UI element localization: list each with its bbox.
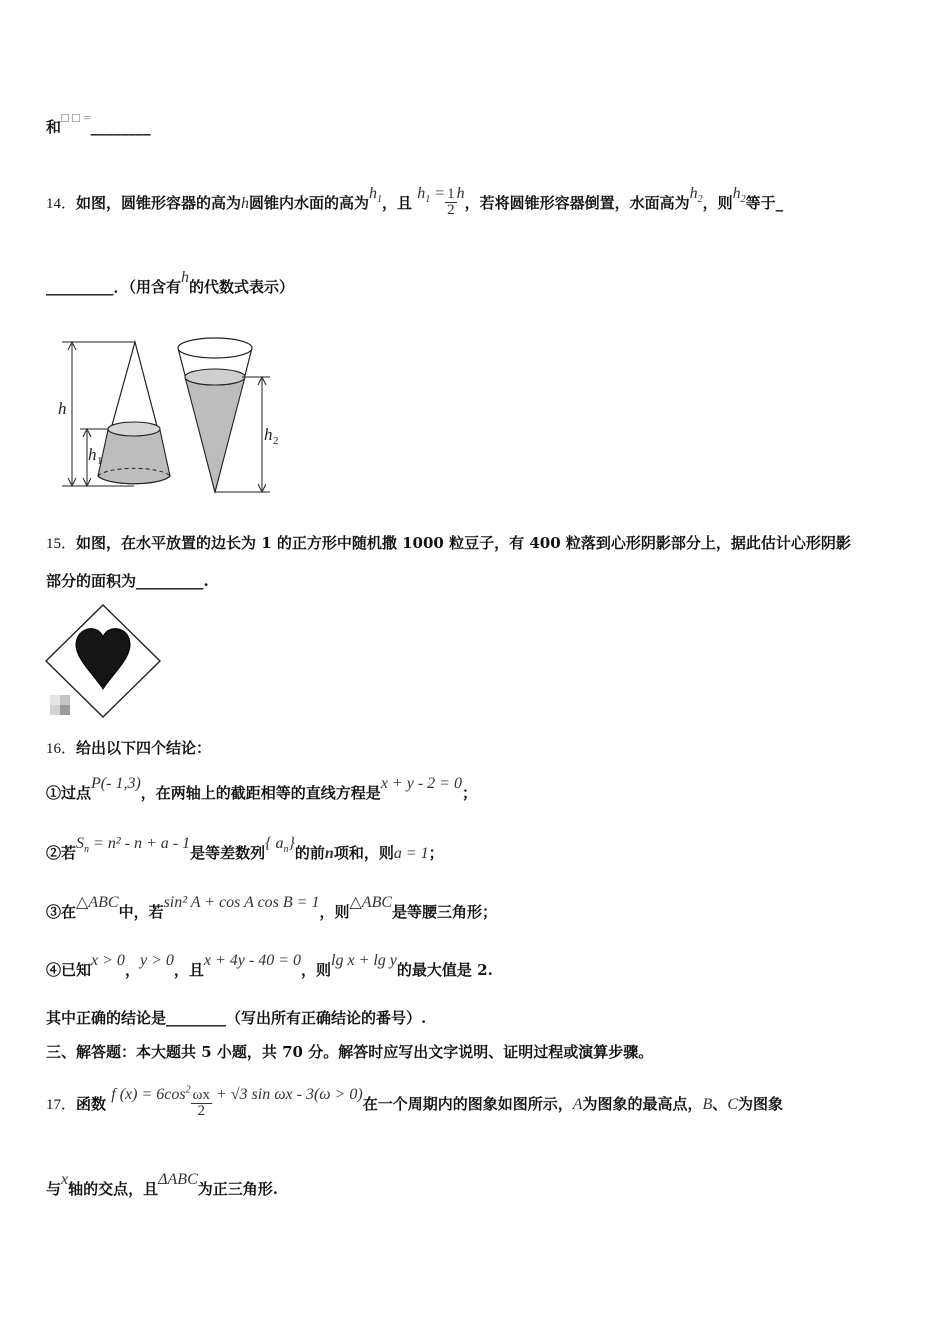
c1-c: ； (461, 784, 477, 802)
c2-sn: $S_n = n^2 - n + a - 1$ (76, 835, 191, 856)
q16-answer-blank: ________ (166, 1009, 227, 1027)
q16-tail (46, 1007, 426, 1028)
q14-text6: 等于_ (745, 194, 784, 213)
q17-l2c: 为正三角形. (197, 1180, 278, 1198)
q15-period: . (203, 572, 209, 590)
c2-a: 若 (61, 844, 77, 862)
q17-d: 为图象 (737, 1095, 783, 1114)
c1-mark: ① (46, 784, 62, 802)
q14-text2: 圆锥内水面的高为 (249, 194, 370, 213)
q17-line2 (46, 1171, 278, 1199)
fig-label-h2: h (264, 425, 273, 444)
q17-c: 为图象的最高点， (582, 1095, 703, 1114)
q14-text1: 如图，圆锥形容器的高为 (76, 194, 242, 213)
fig-label-h1: h (88, 445, 97, 464)
q17-point-B: B (702, 1096, 713, 1114)
c3-equation: sin² A + cos A cos B = 1 (163, 894, 320, 911)
c4-mark: ④ (46, 961, 62, 979)
c4-c: ，则 (301, 961, 332, 979)
c1-equation: x + y - 2 = 0 (380, 775, 462, 792)
c1-a: 过点 (61, 784, 92, 802)
c2-e: ； (428, 844, 444, 862)
q15-number: 15． (46, 536, 77, 552)
q16-tail-a: 其中正确的结论是 (46, 1009, 167, 1027)
c4-x: x > 0 (91, 952, 125, 969)
q17-point-C: C (727, 1096, 738, 1114)
c4-d: 的最大值是 2. (396, 961, 493, 979)
q14-text4: ，若将圆锥形容器倒置，水面高为 (464, 194, 690, 213)
c4-comma: ， (124, 961, 140, 979)
q14-line2-a: ．（用含有 (113, 278, 182, 296)
q16-number: 16． (46, 741, 77, 757)
fig-label-h2-sub: 2 (273, 435, 279, 447)
c2-b: 是等差数列 (190, 844, 266, 862)
q15-line1 (46, 532, 851, 553)
fig-label-h: h (58, 399, 67, 418)
q14-text3: ，且 (382, 194, 413, 213)
q17-line1 (46, 1084, 783, 1121)
q17-sep: 、 (712, 1095, 728, 1114)
q13-prefix: 和 (46, 118, 62, 136)
c2-an: { $a_n$} (265, 835, 295, 856)
section-3-heading (46, 1041, 653, 1062)
c2-d: 项和，则 (333, 844, 394, 862)
q17-number: 17． (46, 1097, 77, 1114)
c2-mark: ② (46, 844, 62, 862)
c3-b: 中，若 (118, 903, 164, 921)
q17-function: f $(x) = 6\cos^2$ $\frac{\omega x}{2}$ + √3 sin ωx - 3(ω > 0) (111, 1084, 363, 1119)
q15-text2: 部分的面积为 (46, 572, 137, 590)
q14-var-h2-b: $h_2$ (732, 185, 746, 206)
c4-equation: x + 4y - 40 = 0 (203, 952, 301, 969)
q15-line2 (46, 570, 209, 591)
q14-line1 (46, 185, 784, 220)
c3-a: 在 (61, 903, 77, 921)
q17-point-A: A (572, 1096, 583, 1114)
q16-conclusion-2 (46, 835, 444, 865)
c2-c: 的前 (294, 844, 325, 862)
c3-d: 是等腰三角形； (392, 903, 498, 921)
c3-triangle: △ABC (76, 894, 119, 911)
q13-answer-blank: ________ (90, 118, 151, 136)
q16-title: 给出以下四个结论： (76, 739, 212, 757)
c3-triangle-2: △ABC (349, 894, 393, 911)
c1-b: ，在两轴上的截距相等的直线方程是 (140, 784, 381, 802)
q14-var-h2: $h_2$ (689, 185, 703, 206)
q16-conclusion-3 (46, 894, 498, 922)
q14-var-h1: $h_1$ (369, 185, 383, 206)
section-3-text: 三、解答题：本大题共 5 小题，共 70 分。解答时应写出文字说明、证明过程或演算步骤。 (46, 1043, 654, 1061)
q17-a: 函数 (76, 1095, 107, 1114)
q14-cone-figure (52, 334, 292, 499)
q14-number: 14． (46, 196, 77, 213)
q17-l2b: 轴的交点，且 (68, 1180, 159, 1198)
c4-a: 已知 (61, 961, 92, 979)
c2-a-eq: a = 1 (393, 845, 429, 862)
q14-line2-b: 的代数式表示） (189, 278, 295, 296)
q14-var-h: h (241, 195, 250, 213)
c1-point: P(- 1,3) (91, 775, 141, 792)
q17-triangle: ΔABC (158, 1171, 198, 1188)
q15-text1: 如图，在水平放置的边长为 1 的正方形中随机撒 1000 粒豆子，有 400 粒落到心形阴影部分上，据此估计心形阴影 (76, 534, 851, 552)
c4-y: y > 0 (139, 952, 174, 969)
q15-heart-figure (44, 603, 164, 721)
q14-line2-h: h (181, 269, 190, 286)
upright-cone (58, 342, 170, 486)
c3-c: ，则 (319, 903, 350, 921)
q16-tail-b: （写出所有正确结论的番号）. (226, 1009, 427, 1027)
q17-x: x (61, 1171, 69, 1188)
q15-answer-blank: _________ (136, 572, 204, 590)
q16-conclusion-1 (46, 775, 477, 803)
q13-expr: □ □ = (61, 110, 91, 125)
q14-answer-blank: _________ (46, 278, 114, 296)
q14-line2 (46, 269, 295, 297)
q14-equation: $h_1$ = $\frac{1}{2}$ h (417, 185, 465, 218)
c2-n: n (324, 845, 334, 862)
q17-l2a: 与 (46, 1180, 62, 1198)
c3-mark: ③ (46, 903, 62, 921)
fig-label-h1-sub: 1 (97, 455, 103, 467)
c4-b: ，且 (173, 961, 204, 979)
q17-b: 在一个周期内的图象如图所示， (362, 1095, 573, 1114)
q16-conclusion-4 (46, 952, 493, 980)
inverted-cone (178, 338, 279, 492)
c4-lg: lg x + lg y (331, 952, 397, 969)
q16-title-line (46, 737, 211, 758)
q14-text5: ，则 (702, 194, 733, 213)
q13-tail-line (46, 110, 151, 137)
